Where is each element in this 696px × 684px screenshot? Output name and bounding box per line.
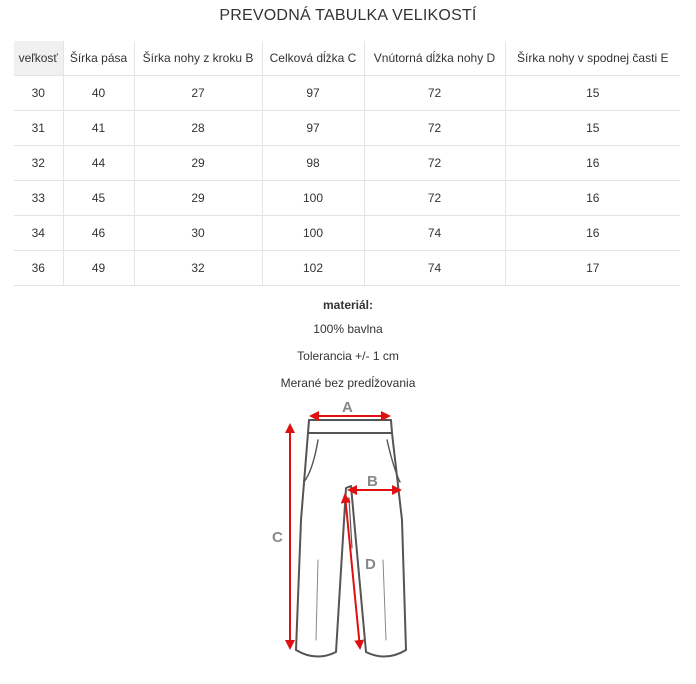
table-row [14,111,680,146]
label-c: C [272,529,283,546]
measurement-note: Merané bez predĺžovania [280,376,416,390]
label-a: A [342,399,353,416]
table-cell: 40 [63,76,134,111]
table-cell: 16 [505,181,680,216]
table-cell: 44 [63,146,134,181]
table-cell: 34 [14,216,63,251]
table-cell: 29 [134,181,262,216]
table-cell: 72 [364,76,505,111]
header-crotch-leg-width: Šírka nohy z kroku B [134,41,262,76]
table-cell: 16 [505,146,680,181]
table-cell: 97 [262,111,364,146]
header-leg-bottom-width: Šírka nohy v spodnej časti E [505,41,680,76]
table-cell: 72 [364,111,505,146]
table-cell: 100 [262,216,364,251]
table-cell: 100 [262,181,364,216]
table-cell: 28 [134,111,262,146]
table-cell: 17 [505,251,680,286]
table-row [14,76,680,111]
tolerance-note: Tolerancia +/- 1 cm [297,349,399,363]
table-cell: 15 [505,111,680,146]
table-cell: 72 [364,146,505,181]
header-total-length: Celková dĺžka C [262,41,364,76]
table-cell: 49 [63,251,134,286]
table-cell: 30 [134,216,262,251]
header-waist-width: Šírka pása [63,41,134,76]
pants-measurement-diagram [260,392,430,672]
header-size: veľkosť [14,41,63,76]
table-cell: 72 [364,181,505,216]
table-cell: 29 [134,146,262,181]
table-cell: 97 [262,76,364,111]
table-row [14,216,680,251]
page-title: PREVODNÁ TABULKA VELIKOSTÍ [219,7,477,24]
table-cell: 74 [364,251,505,286]
table-cell: 98 [262,146,364,181]
header-inner-leg-length: Vnútorná dĺžka nohy D [364,41,505,76]
table-cell: 41 [63,111,134,146]
material-value: 100% bavlna [313,322,383,336]
table-header-row [14,41,680,76]
table-cell: 46 [63,216,134,251]
table-row [14,146,680,181]
table-cell: 32 [134,251,262,286]
table-cell: 74 [364,216,505,251]
label-b: B [367,473,378,490]
table-cell: 16 [505,216,680,251]
table-cell: 45 [63,181,134,216]
table-cell: 36 [14,251,63,286]
table-cell: 31 [14,111,63,146]
table-row [14,181,680,216]
table-cell: 33 [14,181,63,216]
table-cell: 27 [134,76,262,111]
table-cell: 15 [505,76,680,111]
label-d: D [365,556,376,573]
table-row [14,251,680,286]
size-chart-table [14,41,680,286]
table-cell: 102 [262,251,364,286]
table-cell: 30 [14,76,63,111]
pants-outline [296,420,406,657]
table-cell: 32 [14,146,63,181]
material-label: materiál: [322,298,374,312]
